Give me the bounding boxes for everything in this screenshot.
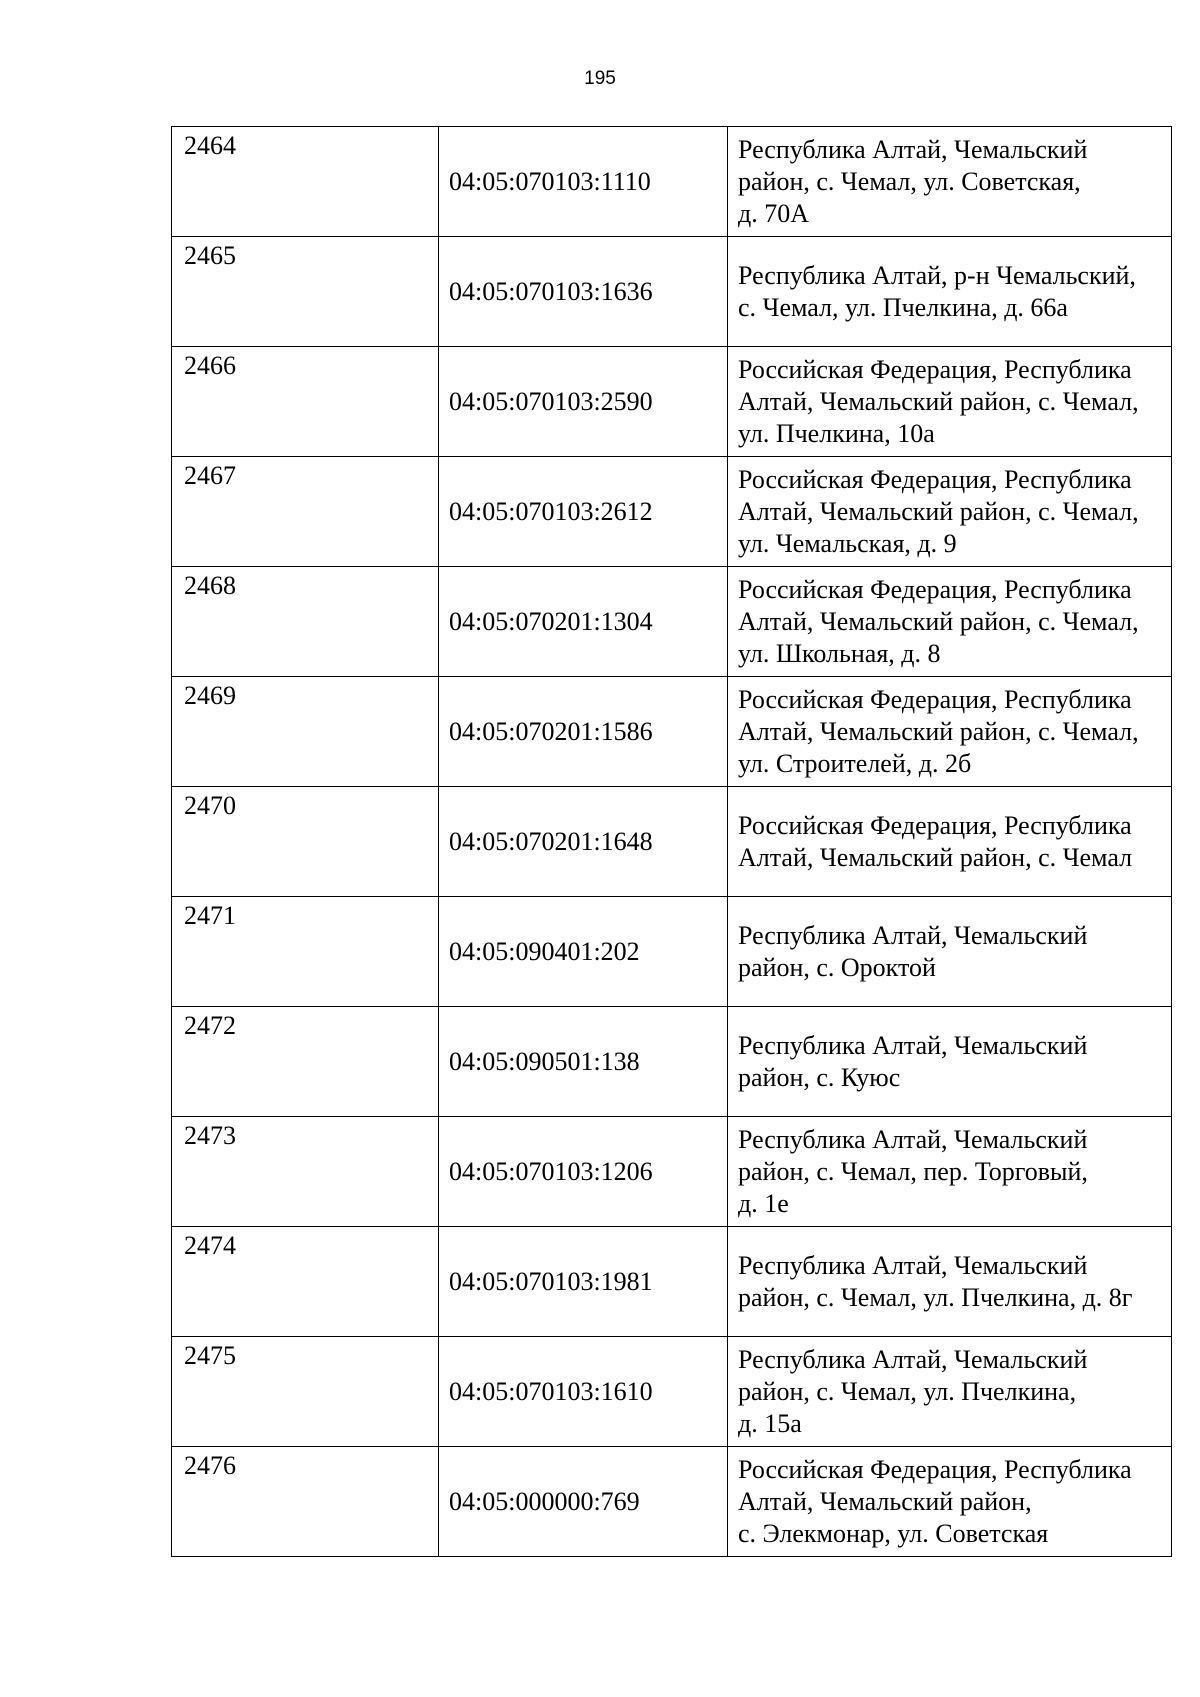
cadastral-number-cell: 04:05:070103:1610 bbox=[439, 1337, 728, 1447]
table-row bbox=[172, 1227, 1172, 1337]
cadastral-number-cell: 04:05:070201:1586 bbox=[439, 677, 728, 787]
table-row bbox=[172, 347, 1172, 457]
row-number-cell: 2465 bbox=[172, 237, 439, 347]
table-row bbox=[172, 787, 1172, 897]
address-cell: Республика Алтай, р-н Чемальский, с. Чемал, ул. Пчелкина, д. 66а bbox=[728, 237, 1172, 347]
address-cell: Российская Федерация, Республика Алтай, Чемальский район, с. Элекмонар, ул. Советская bbox=[728, 1447, 1172, 1557]
row-number-cell: 2475 bbox=[172, 1337, 439, 1447]
address-cell: Российская Федерация, Республика Алтай, Чемальский район, с. Чемал bbox=[728, 787, 1172, 897]
page-number: 195 bbox=[584, 68, 616, 89]
table-row bbox=[172, 1117, 1172, 1227]
row-number-cell: 2469 bbox=[172, 677, 439, 787]
registry-table-body bbox=[172, 127, 1172, 1557]
cadastral-number-cell: 04:05:070103:2612 bbox=[439, 457, 728, 567]
address-cell: Российская Федерация, Республика Алтай, Чемальский район, с. Чемал, ул. Пчелкина, 10а bbox=[728, 347, 1172, 457]
address-cell: Республика Алтай, Чемальский район, с. Куюс bbox=[728, 1007, 1172, 1117]
table-row bbox=[172, 1447, 1172, 1557]
cadastral-number-cell: 04:05:070201:1648 bbox=[439, 787, 728, 897]
address-cell: Российская Федерация, Республика Алтай, Чемальский район, с. Чемал, ул. Чемальская, д. 9 bbox=[728, 457, 1172, 567]
address-cell: Республика Алтай, Чемальский район, с. Чемал, пер. Торговый, д. 1е bbox=[728, 1117, 1172, 1227]
table-row bbox=[172, 677, 1172, 787]
cadastral-number-cell: 04:05:070103:1110 bbox=[439, 127, 728, 237]
address-cell: Республика Алтай, Чемальский район, с. Чемал, ул. Пчелкина, д. 15а bbox=[728, 1337, 1172, 1447]
row-number-cell: 2470 bbox=[172, 787, 439, 897]
cadastral-number-cell: 04:05:070201:1304 bbox=[439, 567, 728, 677]
table-row bbox=[172, 457, 1172, 567]
row-number-cell: 2464 bbox=[172, 127, 439, 237]
table-row bbox=[172, 127, 1172, 237]
cadastral-number-cell: 04:05:070103:1636 bbox=[439, 237, 728, 347]
row-number-cell: 2474 bbox=[172, 1227, 439, 1337]
table-row bbox=[172, 567, 1172, 677]
row-number-cell: 2471 bbox=[172, 897, 439, 1007]
row-number-cell: 2472 bbox=[172, 1007, 439, 1117]
address-cell: Республика Алтай, Чемальский район, с. Чемал, ул. Советская, д. 70А bbox=[728, 127, 1172, 237]
address-cell: Республика Алтай, Чемальский район, с. Ороктой bbox=[728, 897, 1172, 1007]
cadastral-number-cell: 04:05:070103:1981 bbox=[439, 1227, 728, 1337]
cadastral-number-cell: 04:05:090401:202 bbox=[439, 897, 728, 1007]
table-row bbox=[172, 1007, 1172, 1117]
row-number-cell: 2466 bbox=[172, 347, 439, 457]
address-cell: Российская Федерация, Республика Алтай, Чемальский район, с. Чемал, ул. Строителей, д. 2б bbox=[728, 677, 1172, 787]
row-number-cell: 2468 bbox=[172, 567, 439, 677]
cadastral-number-cell: 04:05:090501:138 bbox=[439, 1007, 728, 1117]
table-row bbox=[172, 237, 1172, 347]
row-number-cell: 2467 bbox=[172, 457, 439, 567]
cadastral-number-cell: 04:05:070103:1206 bbox=[439, 1117, 728, 1227]
registry-table bbox=[171, 126, 1172, 1557]
address-cell: Республика Алтай, Чемальский район, с. Чемал, ул. Пчелкина, д. 8г bbox=[728, 1227, 1172, 1337]
table-row bbox=[172, 897, 1172, 1007]
table-row bbox=[172, 1337, 1172, 1447]
row-number-cell: 2476 bbox=[172, 1447, 439, 1557]
cadastral-number-cell: 04:05:070103:2590 bbox=[439, 347, 728, 457]
cadastral-number-cell: 04:05:000000:769 bbox=[439, 1447, 728, 1557]
address-cell: Российская Федерация, Республика Алтай, Чемальский район, с. Чемал, ул. Школьная, д. 8 bbox=[728, 567, 1172, 677]
row-number-cell: 2473 bbox=[172, 1117, 439, 1227]
